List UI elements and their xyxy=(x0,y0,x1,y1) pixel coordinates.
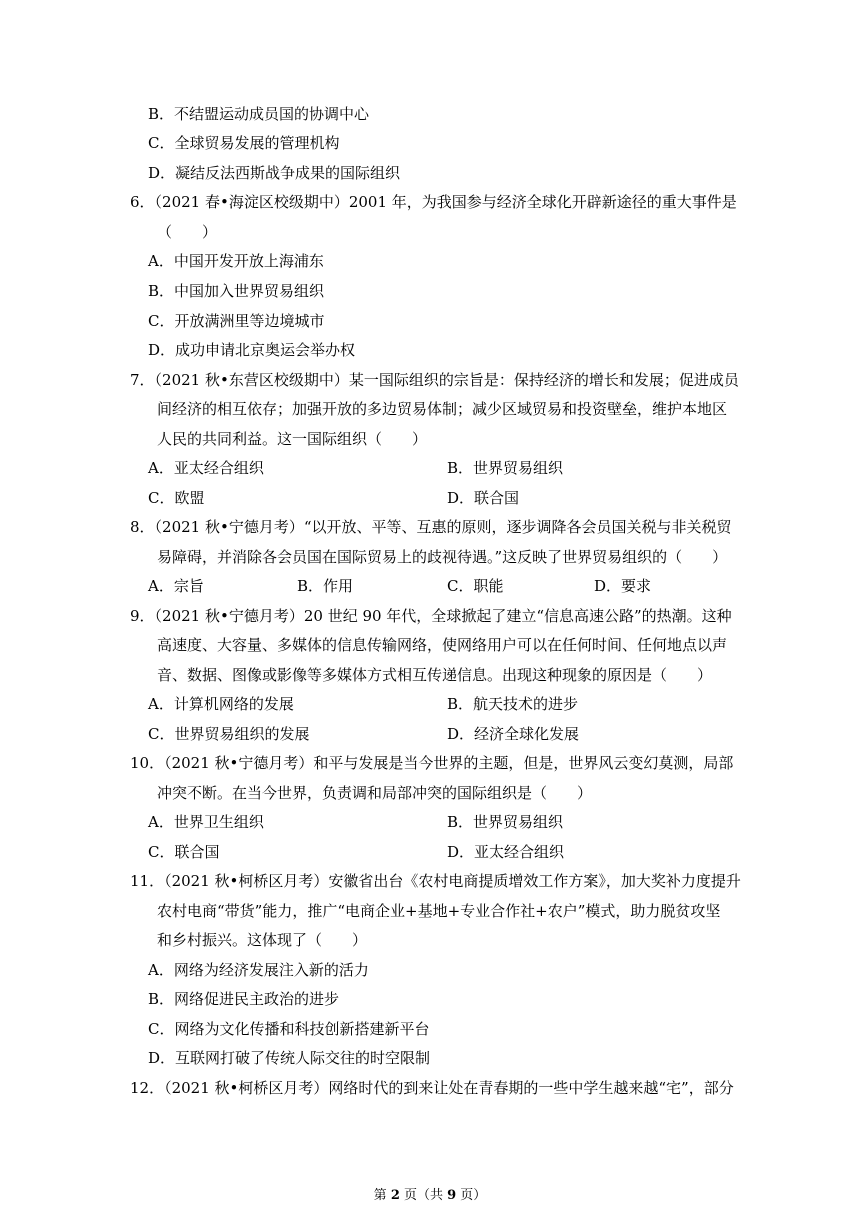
q7-stem-line1: 7．（2021 秋•东营区校级期中）某一国际组织的宗旨是：保持经济的增长和发展；促进成员 xyxy=(130,371,739,389)
q6-option-a: A．中国开发开放上海浦东 xyxy=(148,252,324,270)
q10-option-b: B．世界贸易组织 xyxy=(447,813,564,831)
q7-option-a: A．亚太经合组织 xyxy=(148,459,264,477)
q6-option-b: B．中国加入世界贸易组织 xyxy=(148,282,325,300)
q11-option-d: D．互联网打破了传统人际交往的时空限制 xyxy=(148,1049,431,1067)
q7-option-b: B．世界贸易组织 xyxy=(447,459,564,477)
q9-option-b: B．航天技术的进步 xyxy=(447,695,579,713)
page-footer xyxy=(0,1184,860,1203)
q7-option-c: C．欧盟 xyxy=(148,489,205,507)
q10-option-d: D．亚太经合组织 xyxy=(447,843,565,861)
q9-option-d: D．经济全球化发展 xyxy=(447,725,580,743)
q5-option-b: B．不结盟运动成员国的协调中心 xyxy=(148,105,370,123)
q8-option-d: D．要求 xyxy=(594,577,652,595)
q6-option-d: D．成功申请北京奥运会举办权 xyxy=(148,341,356,359)
q5-option-d: D．凝结反法西斯战争成果的国际组织 xyxy=(148,164,401,182)
q8-option-a: A．宗旨 xyxy=(148,577,204,595)
q7-option-d: D．联合国 xyxy=(447,489,520,507)
q11-stem-line3: 和乡村振兴。这体现了（ ） xyxy=(157,931,368,949)
q6-stem-line1: 6．（2021 春•海淀区校级期中）2001 年，为我国参与经济全球化开辟新途径的重大事件是 xyxy=(130,193,737,211)
q7-stem-line2: 间经济的相互依存；加强开放的多边贸易体制；减少区域贸易和投资壁垒，维护本地区 xyxy=(157,400,728,418)
q9-stem-line1: 9．（2021 秋•宁德月考）20 世纪 90 年代，全球掀起了建立“信息高速公路”的热潮。这种 xyxy=(130,607,732,625)
q11-option-a: A．网络为经济发展注入新的活力 xyxy=(148,961,369,979)
q9-stem-line3: 音、数据、图像或影像等多媒体方式相互传递信息。出现这种现象的原因是（ ） xyxy=(157,666,713,684)
q10-stem-line1: 10．（2021 秋•宁德月考）和平与发展是当今世界的主题，但是，世界风云变幻莫测，局部 xyxy=(130,754,734,772)
footer-page-number: 2 xyxy=(390,1188,400,1203)
q7-stem-line3: 人民的共同利益。这一国际组织（ ） xyxy=(157,430,428,448)
q11-option-c: C．网络为文化传播和科技创新搭建新平台 xyxy=(148,1020,430,1038)
q9-option-c: C．世界贸易组织的发展 xyxy=(148,725,310,743)
q10-option-a: A．世界卫生组织 xyxy=(148,813,264,831)
q11-option-b: B．网络促进民主政治的进步 xyxy=(148,990,340,1008)
q6-option-c: C．开放满洲里等边境城市 xyxy=(148,312,325,330)
q10-stem-line2: 冲突不断。在当今世界，负责调和局部冲突的国际组织是（ ） xyxy=(157,784,593,802)
q5-option-c: C．全球贸易发展的管理机构 xyxy=(148,134,340,152)
q6-stem-line2: （ ） xyxy=(157,223,218,241)
q8-stem-line1: 8．（2021 秋•宁德月考）“以开放、平等、互惠的原则，逐步调降各会员国关税与非关税贸 xyxy=(130,518,732,536)
q8-option-c: C．职能 xyxy=(447,577,504,595)
q10-option-c: C．联合国 xyxy=(148,843,220,861)
q12-stem-line1: 12．（2021 秋•柯桥区月考）网络时代的到来让处在青春期的一些中学生越来越“宅”，部分 xyxy=(130,1079,734,1097)
q8-stem-line2: 易障碍，并消除各会员国在国际贸易上的歧视待遇。”这反映了世界贸易组织的（ ） xyxy=(157,548,728,566)
q8-option-b: B．作用 xyxy=(297,577,354,595)
footer-prefix: 第 xyxy=(373,1188,391,1203)
q11-stem-line1: 11．（2021 秋•柯桥区月考）安徽省出台《农村电商提质增效工作方案》，加大奖补力度提升 xyxy=(130,872,741,890)
q9-option-a: A．计算机网络的发展 xyxy=(148,695,294,713)
q11-stem-line2: 农村电商“带货”能力，推广“电商企业+基地+专业合作社+农户”模式，助力脱贫攻坚 xyxy=(157,902,721,920)
footer-total-pages: 9 xyxy=(447,1188,457,1203)
footer-middle: 页（共 xyxy=(399,1188,448,1203)
q9-stem-line2: 高速度、大容量、多媒体的信息传输网络，使网络用户可以在任何时间、任何地点以声 xyxy=(157,636,728,654)
footer-suffix: 页） xyxy=(456,1188,487,1203)
